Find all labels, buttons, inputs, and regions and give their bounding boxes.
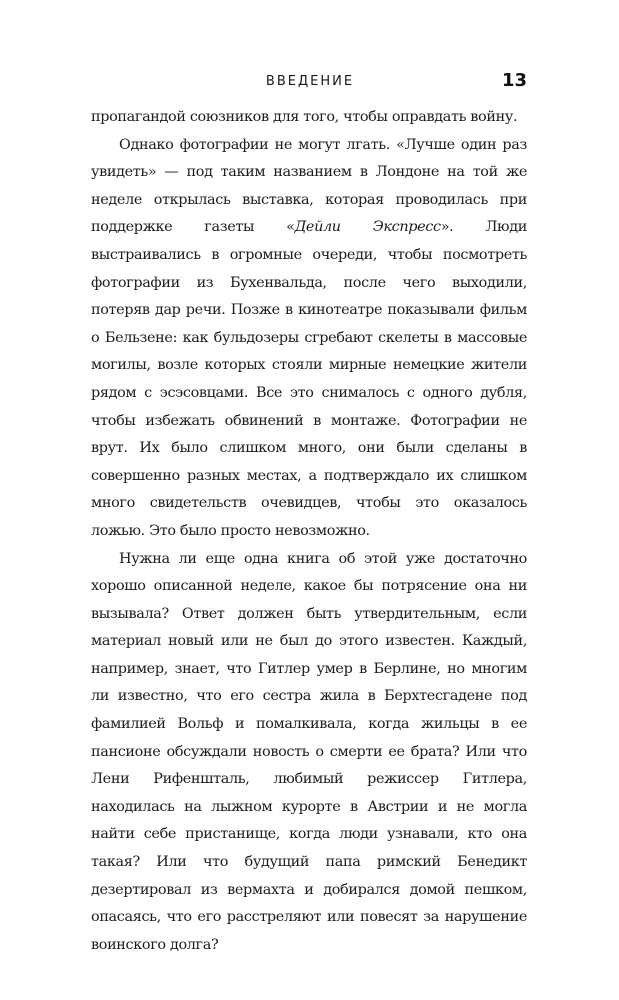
- body-text: [91, 104, 527, 959]
- paragraph-continuation: пропагандой союзников для того, чтобы оправдать войну.: [91, 109, 518, 125]
- paragraph-photographs: [91, 132, 527, 546]
- paragraph-photographs-text-end: ». Люди выстраивались в огромные очереди, чтобы посмотреть фотографии из Бухенвальда, после чего выходили, потеряв дар речи. Позже в кинотеатре показывали фильм о Бельзене: как бульдозеры сгребают скелеты в массовые могилы, возле которых стояли мирные немецкие жители рядом с эсэсовцами. Все это снималось с одного дубля, чтобы избежать обвинений в монтаже. Фотографии не врут. Их было слишком много, они были сделаны в совершенно разных местах, а подтверждало их слишком много свидетельств очевидцев, чтобы это оказалось ложью. Это было просто невозможно.: [91, 219, 527, 539]
- running-head: [0, 70, 619, 96]
- newspaper-title: Дейли Экспресс: [294, 219, 441, 236]
- page-number: 13: [501, 70, 527, 91]
- section-title: ВВЕДЕНИЕ: [265, 74, 355, 89]
- paragraph-question: Нужна ли еще одна книга об этой уже достаточно хорошо описанной неделе, какое бы потрясение она ни вызывала? Ответ должен быть утвердительным, если материал новый или не был до этого известен. Каждый, например, знает, что Гитлер умер в Берлине, но многим ли известно, что его сестра жила в Берхтесгадене под фамилией Вольф и помалкивала, когда жильцы в ее пансионе обсуждали новость о смерти ее брата? Или что Лени Рифеншталь, любимый режиссер Гитлера, находилась на лыжном курорте в Австрии и не могла найти себе пристанище, когда люди узнавали, кто она такая? Или что будущий папа римский Бенедикт дезертировал из вермахта и добирался домой пешком, опасаясь, что его расстреляют или повесят за нарушение воинского долга?: [91, 550, 527, 953]
- paragraph-photographs-text-start: Однако фотографии не могут лгать. «Лучше один раз увидеть» — под таким названием в Лондоне на той же неделе открылась выставка, которая проводилась при поддержке газеты «: [91, 136, 527, 236]
